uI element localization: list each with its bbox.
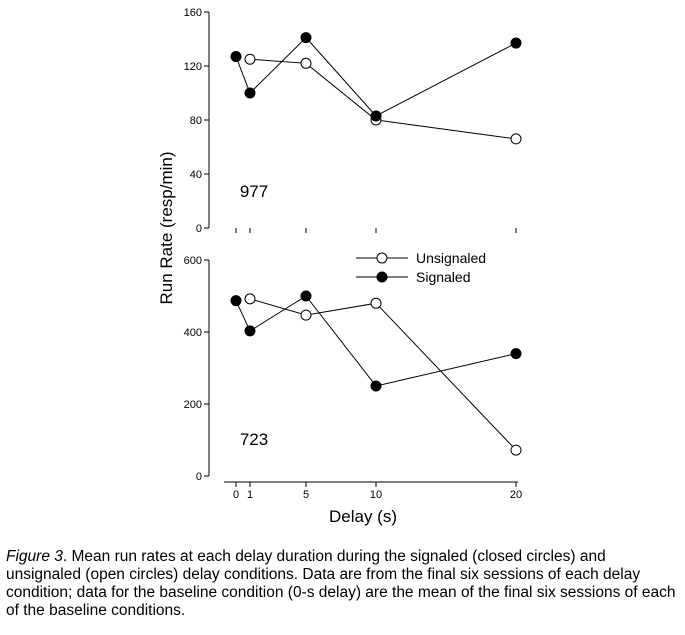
series-line-unsignaled <box>250 299 516 450</box>
data-point-signaled <box>301 291 311 301</box>
x-tick-label: 20 <box>509 489 523 501</box>
legend <box>356 250 486 285</box>
data-point-unsignaled <box>511 134 521 144</box>
series-line-signaled <box>236 296 516 386</box>
y-tick-label: 80 <box>189 115 202 127</box>
data-point-unsignaled <box>301 310 311 320</box>
y-tick-label: 400 <box>183 327 202 339</box>
subject-label: 723 <box>239 430 269 449</box>
y-tick-label: 160 <box>183 7 202 19</box>
data-point-signaled <box>301 33 311 43</box>
data-point-unsignaled <box>511 445 521 455</box>
y-axis-label: Run Rate (resp/min) <box>157 151 176 305</box>
data-point-signaled <box>245 88 255 98</box>
x-axis-label: Delay (s) <box>328 507 398 526</box>
y-tick-label: 600 <box>183 255 202 267</box>
legend-label-signaled: Signaled <box>416 269 471 285</box>
y-tick-label: 0 <box>195 471 202 483</box>
x-tick-label: 10 <box>369 489 383 501</box>
data-point-signaled <box>231 296 241 306</box>
data-point-unsignaled <box>245 54 255 64</box>
y-tick-label: 0 <box>195 223 202 235</box>
series-line-unsignaled <box>250 59 516 139</box>
legend-marker-signaled <box>377 272 387 282</box>
x-tick-label: 5 <box>302 489 310 501</box>
data-point-unsignaled <box>371 298 381 308</box>
caption-figure-label: Figure 3 <box>6 548 63 565</box>
panel-top <box>184 7 521 235</box>
data-point-signaled <box>371 111 381 121</box>
data-point-signaled <box>245 326 255 336</box>
legend-marker-unsignaled <box>377 253 387 263</box>
data-point-unsignaled <box>245 294 255 304</box>
figure-caption <box>6 548 684 620</box>
x-tick-label: 1 <box>246 489 254 501</box>
x-tick-label: 0 <box>232 489 240 501</box>
y-tick-label: 40 <box>189 169 202 181</box>
data-point-unsignaled <box>301 58 311 68</box>
subject-label: 977 <box>239 182 269 201</box>
y-tick-label: 120 <box>183 61 202 73</box>
y-tick-label: 200 <box>183 399 202 411</box>
data-point-signaled <box>511 349 521 359</box>
data-point-signaled <box>511 38 521 48</box>
series-line-signaled <box>236 38 516 116</box>
data-point-signaled <box>231 52 241 62</box>
legend-label-unsignaled: Unsignaled <box>416 250 487 266</box>
data-point-signaled <box>371 381 381 391</box>
panel-bottom <box>184 255 522 501</box>
caption-text: . Mean run rates at each delay duration during the signaled (closed circles) and unsignaled (open circles) delay conditions. Data are from the final six sessions of each delay condition; data for the baseline condition (0-s delay) are the mean of the final six sessions of each of the baseline conditions. <box>6 548 676 619</box>
